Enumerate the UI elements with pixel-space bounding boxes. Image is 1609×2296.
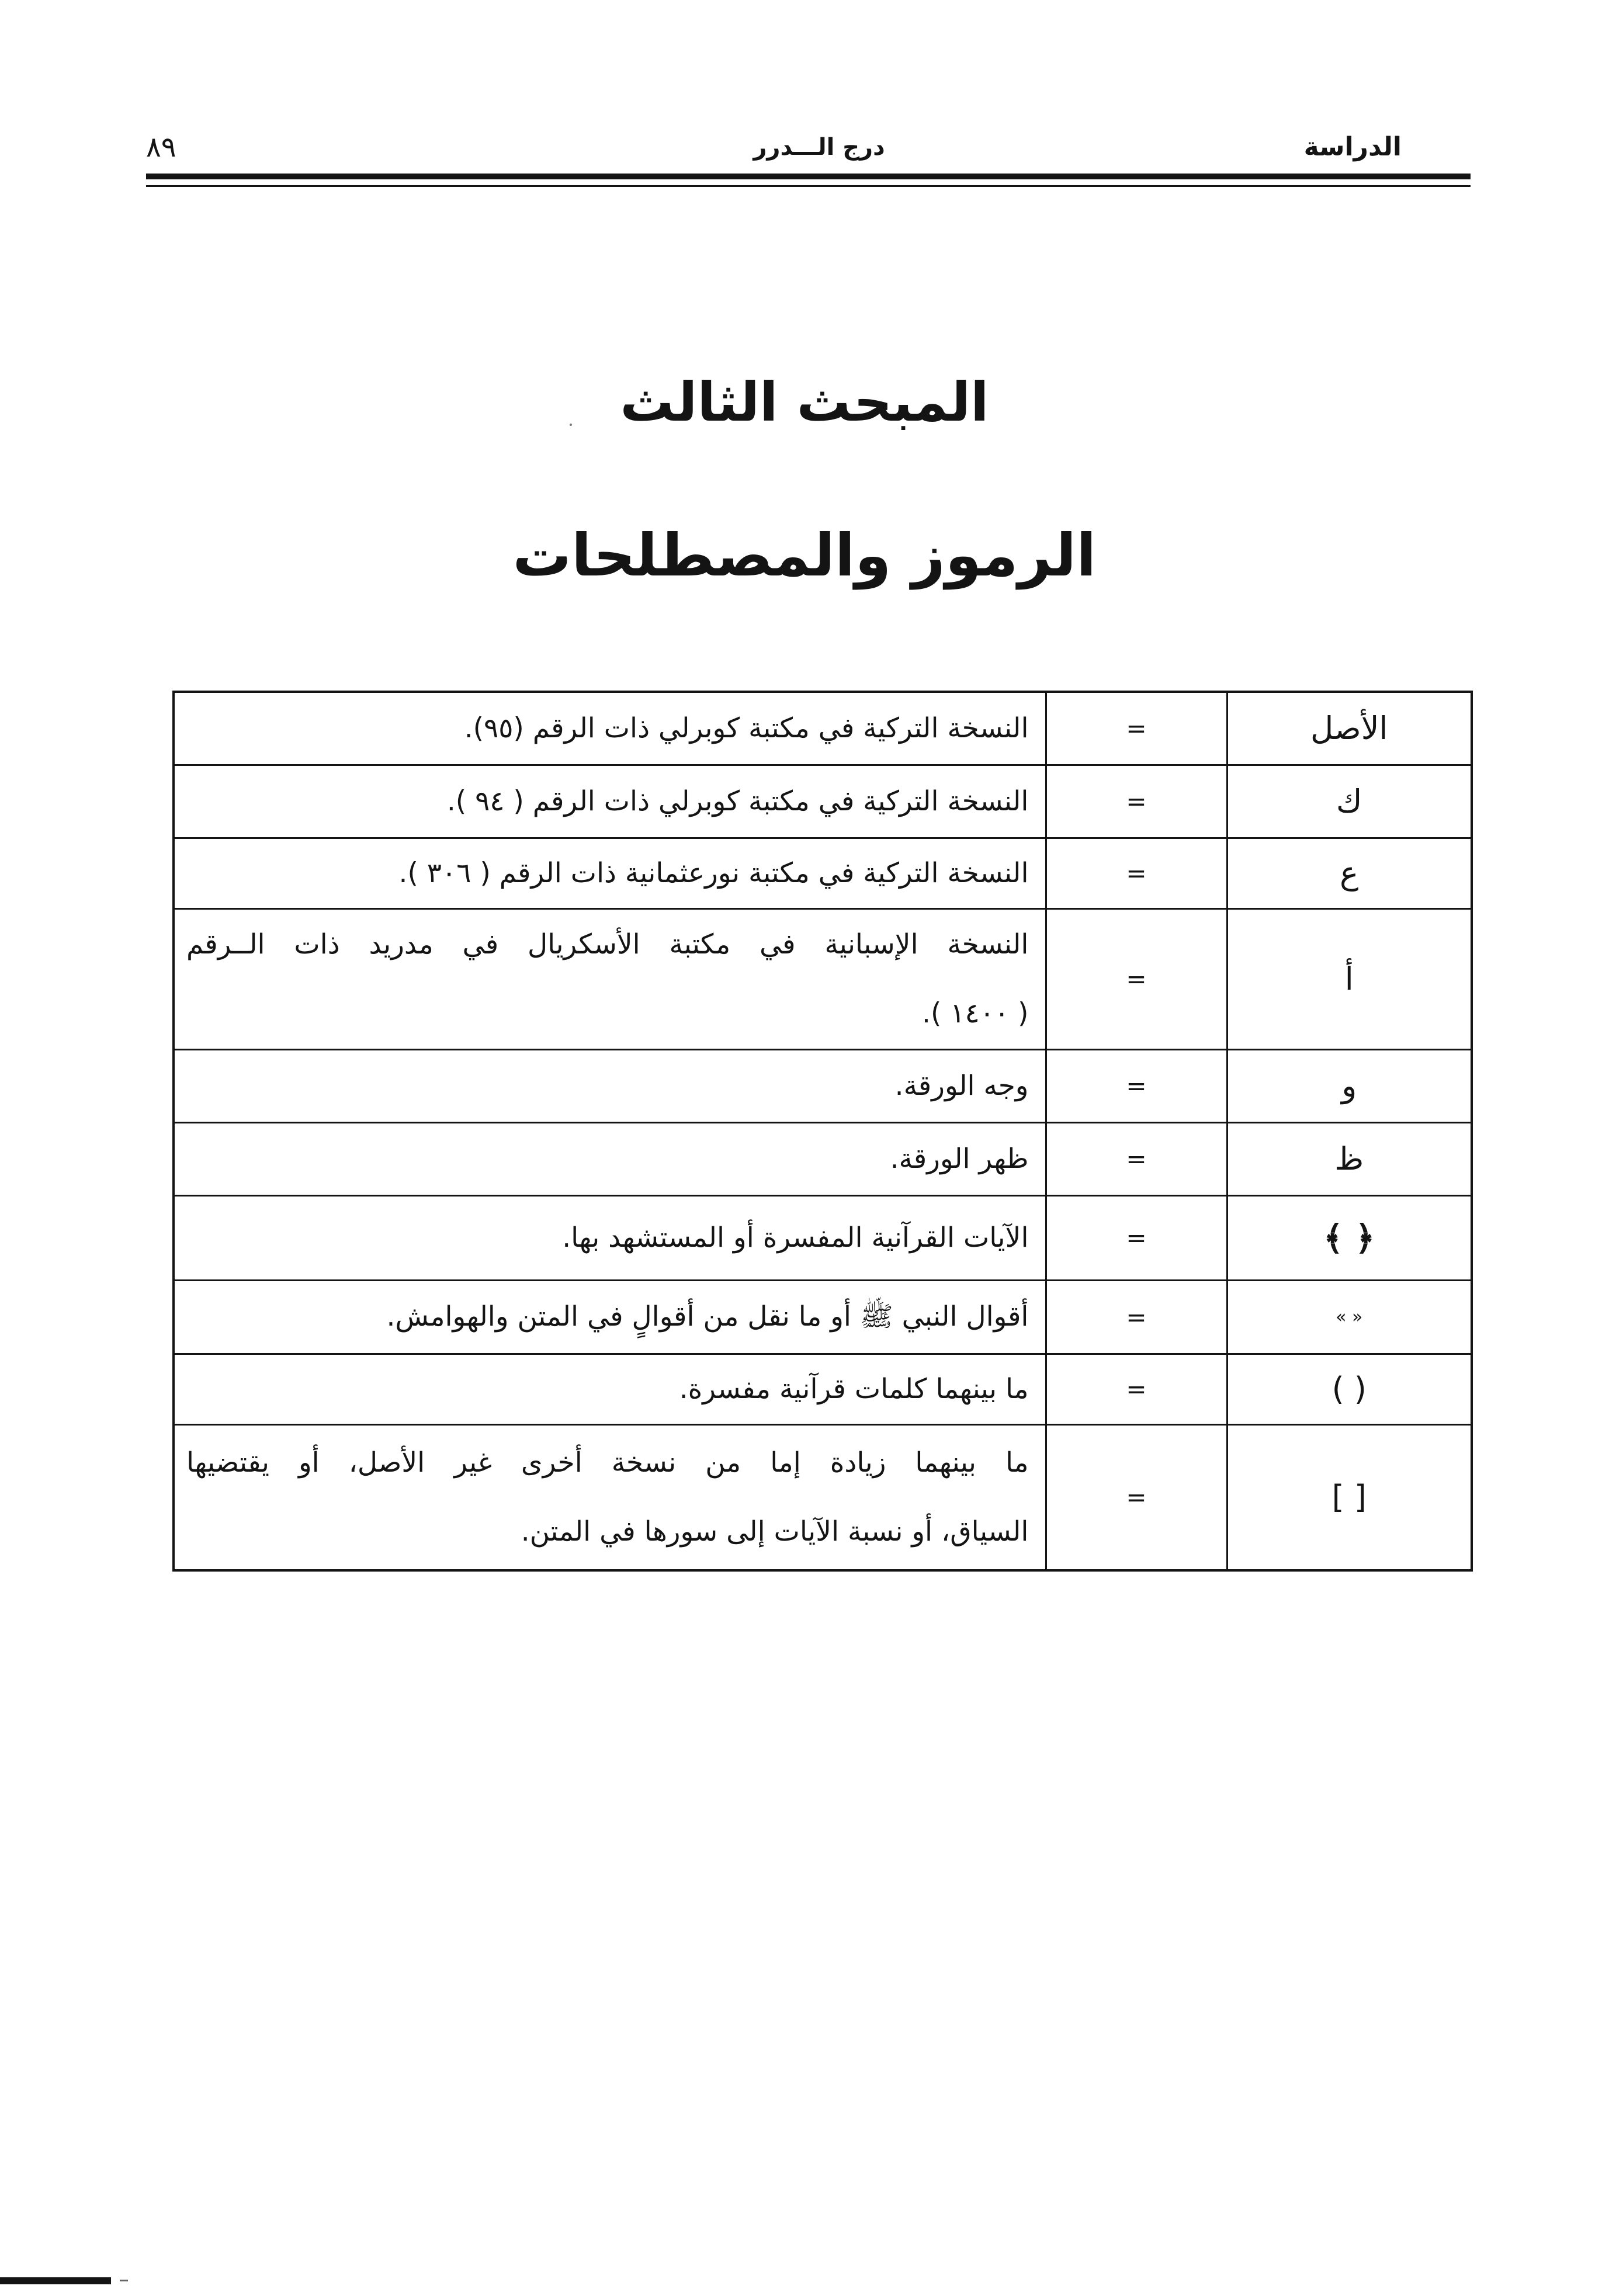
description-cell — [174, 1280, 1046, 1354]
description-cell — [174, 1354, 1046, 1424]
description-line: ( ١٤٠٠ ). — [922, 997, 1029, 1029]
description-cell — [174, 765, 1046, 838]
table-row — [174, 1122, 1472, 1195]
running-header-book-title: درج الـــدرر — [753, 134, 885, 161]
table-row — [174, 908, 1472, 1049]
description-line: ظهر الورقة. — [890, 1142, 1029, 1175]
description-cell — [174, 692, 1046, 765]
table-row — [174, 1424, 1472, 1570]
table-row — [174, 1354, 1472, 1424]
scan-edge-mark — [120, 2280, 128, 2281]
description-cell — [174, 1049, 1046, 1122]
description-line: النسخة التركية في مكتبة كوبرلي ذات الرقم ( ٩٤ ). — [446, 785, 1029, 817]
square-brackets-symbol-cell: [ ] — [1227, 1424, 1472, 1570]
description-line: السياق، أو نسبة الآيات إلى سورها في المتن. — [521, 1515, 1029, 1548]
equals-cell: = — [1046, 1424, 1227, 1570]
symbol-cell: و — [1227, 1049, 1472, 1122]
table-row — [174, 838, 1472, 908]
description-line: ما بينهما كلمات قرآنية مفسرة. — [679, 1372, 1029, 1405]
parentheses-symbol-cell: ( ) — [1227, 1354, 1472, 1424]
equals-cell: = — [1046, 692, 1227, 765]
equals-cell: = — [1046, 1122, 1227, 1195]
symbol-cell: أ — [1227, 908, 1472, 1049]
page-number: ٨٩ — [146, 131, 176, 164]
equals-cell: = — [1046, 1354, 1227, 1424]
description-cell — [174, 908, 1046, 1049]
equals-cell: = — [1046, 838, 1227, 908]
table-row — [174, 765, 1472, 838]
header-rule-thin — [146, 185, 1471, 187]
symbol-cell: ع — [1227, 838, 1472, 908]
description-cell — [174, 1122, 1046, 1195]
description-cell — [174, 1195, 1046, 1280]
table-row — [174, 692, 1472, 765]
table-body — [174, 692, 1472, 1570]
chapter-heading: المبحث الثالث — [620, 371, 989, 433]
equals-cell: = — [1046, 1280, 1227, 1354]
description-line: النسخة الإسبانية في مكتبة الأسكريال في مدريد ذات الــرقم — [186, 928, 1029, 960]
description-cell — [174, 838, 1046, 908]
table-row — [174, 1280, 1472, 1354]
equals-cell: = — [1046, 908, 1227, 1049]
description-line: النسخة التركية في مكتبة نورعثمانية ذات الرقم ( ٣٠٦ ). — [398, 856, 1029, 889]
description-cell — [174, 1424, 1046, 1570]
header-rule-thick — [146, 174, 1471, 179]
description-line: أقوال النبي ﷺ أو ما نقل من أقوالٍ في المتن والهوامش. — [386, 1300, 1029, 1333]
symbols-table — [172, 691, 1473, 1572]
chapter-title: الرموز والمصطلحات — [512, 521, 1097, 589]
symbol-cell: ك — [1227, 765, 1472, 838]
scan-edge-mark — [0, 2277, 111, 2284]
description-line: ما بينهما زيادة إما من نسخة أخرى غير الأصل، أو يقتضيها — [186, 1446, 1029, 1479]
equals-cell: = — [1046, 1195, 1227, 1280]
equals-cell: = — [1046, 765, 1227, 838]
running-header-section: الدراسة — [1303, 132, 1402, 162]
description-line: الآيات القرآنية المفسرة أو المستشهد بها. — [562, 1221, 1029, 1254]
description-line: وجه الورقة. — [894, 1069, 1029, 1102]
symbol-cell: ظ — [1227, 1122, 1472, 1195]
description-line: النسخة التركية في مكتبة كوبرلي ذات الرقم (٩٥). — [464, 712, 1029, 744]
scan-speck — [570, 424, 572, 426]
symbol-cell: الأصل — [1227, 692, 1472, 765]
table-row — [174, 1049, 1472, 1122]
guillemets-symbol-cell: « » — [1227, 1280, 1472, 1354]
quranic-brackets-symbol-cell: ﴿ ﴾ — [1227, 1195, 1472, 1280]
table-row — [174, 1195, 1472, 1280]
equals-cell: = — [1046, 1049, 1227, 1122]
